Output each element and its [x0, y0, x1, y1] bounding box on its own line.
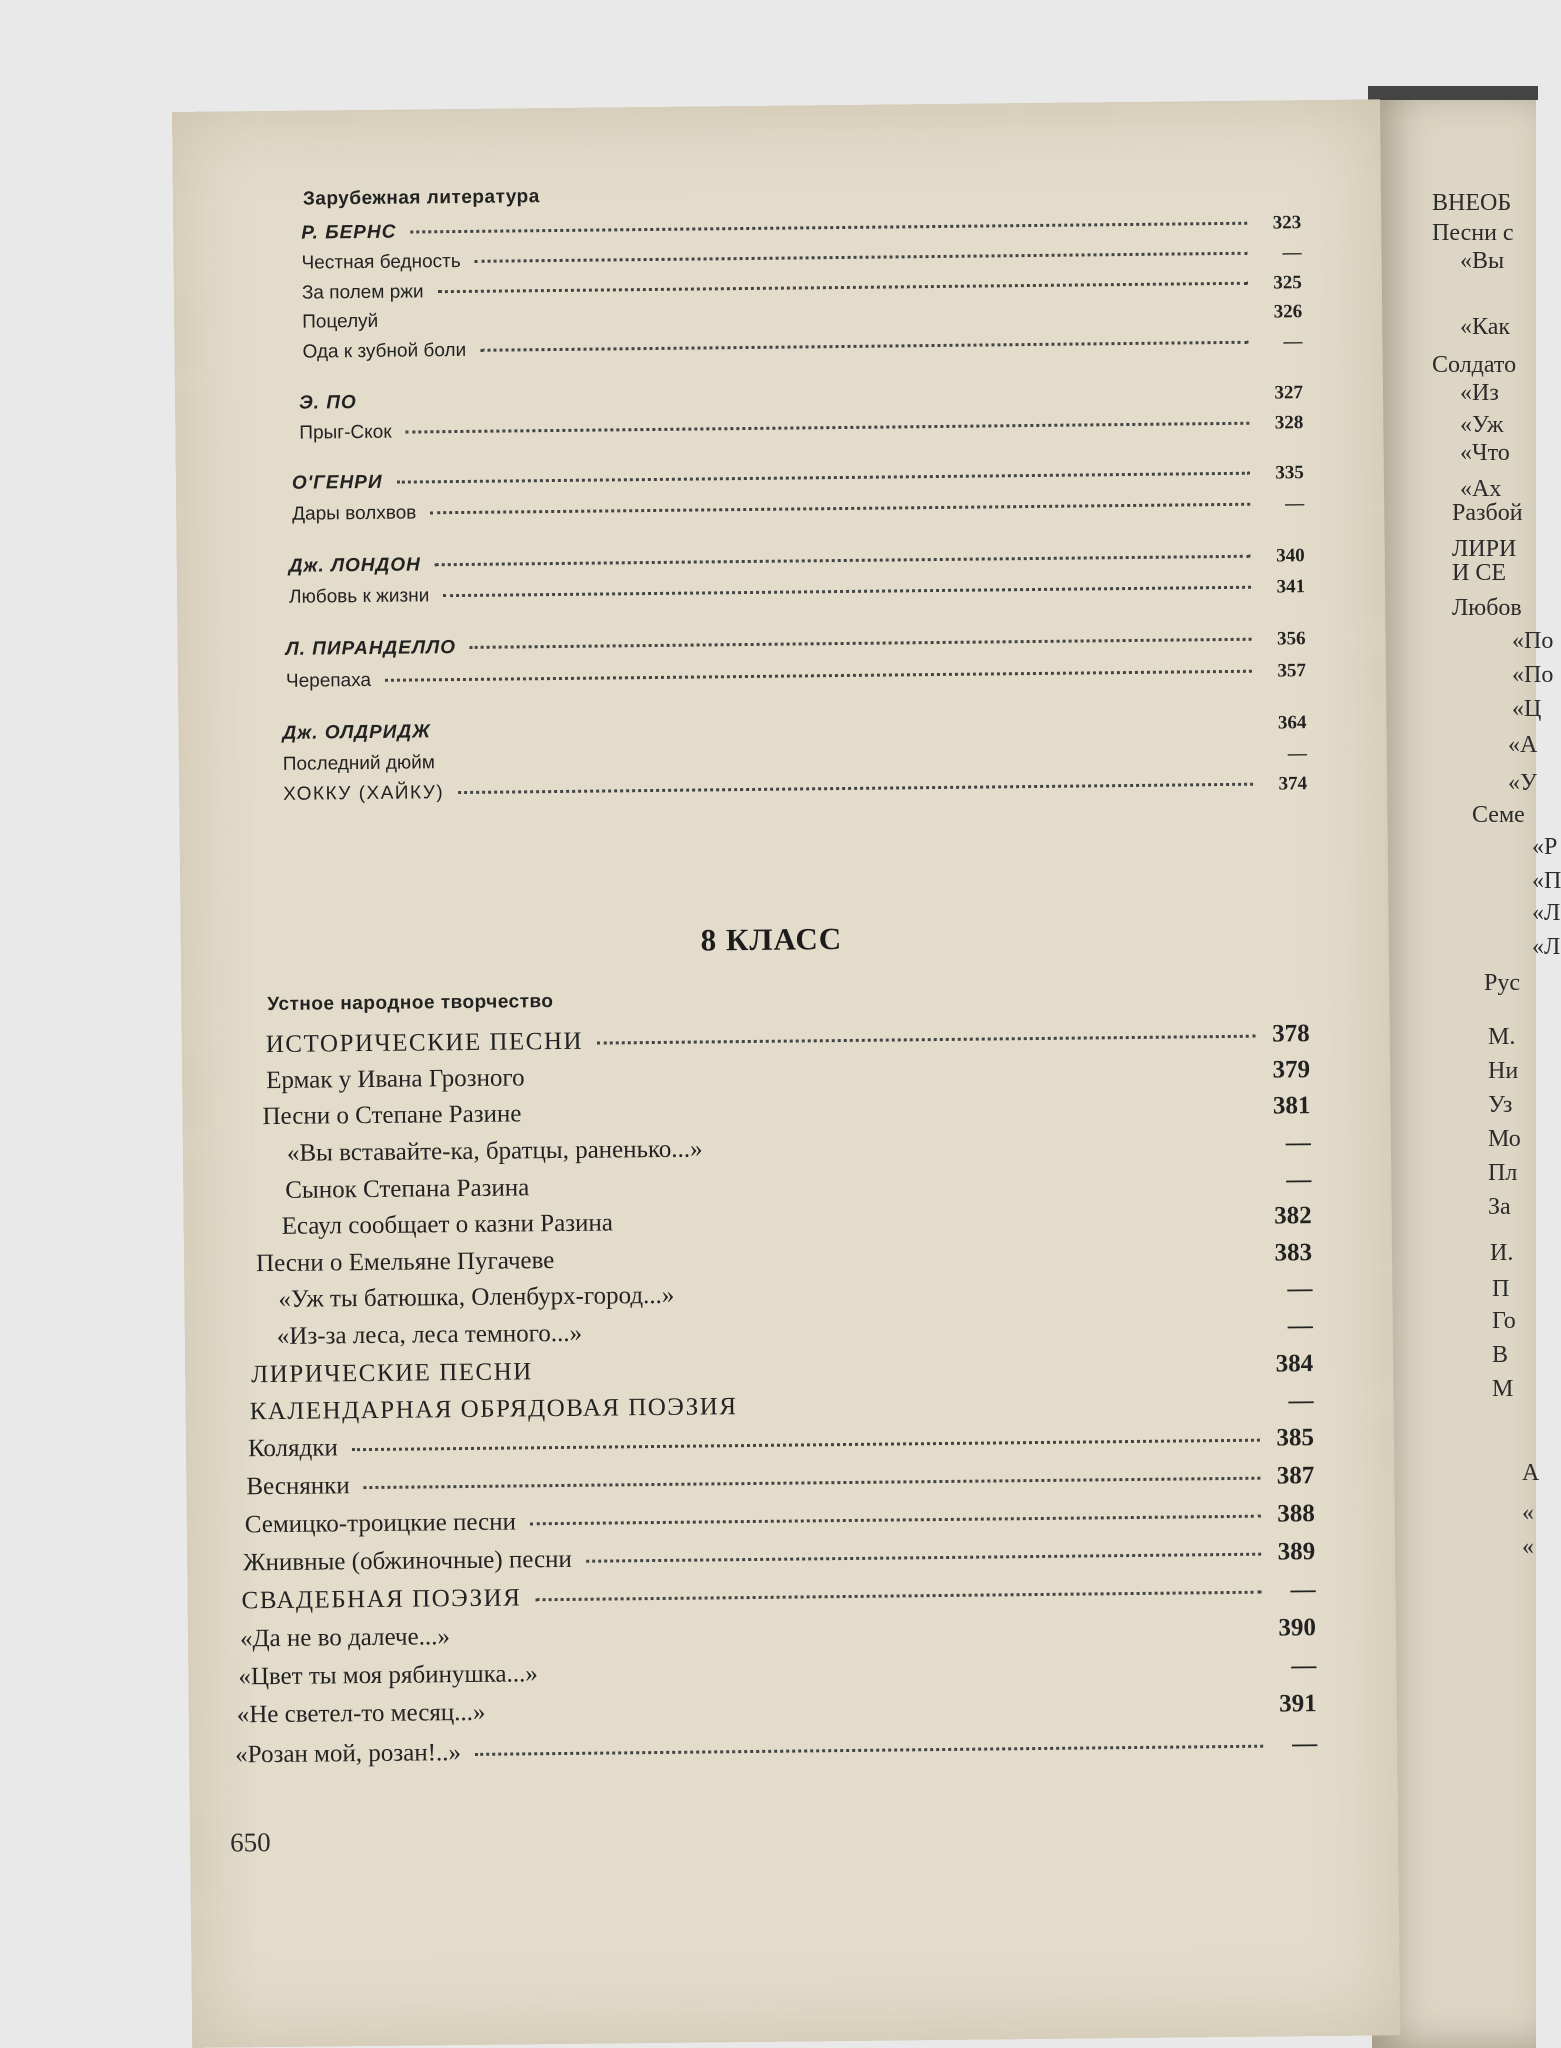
- facing-page-fragment: Го: [1492, 1308, 1516, 1334]
- toc-entry: Р. БЕРНС 323: [301, 212, 1302, 244]
- facing-page-fragment: Пл: [1488, 1160, 1518, 1186]
- toc-entry: Есаул сообщает о казни Разина 382: [281, 1202, 1312, 1240]
- facing-page-fragment: «: [1522, 1500, 1534, 1526]
- facing-page-fragment: Уз: [1488, 1092, 1513, 1118]
- facing-page-fragment: «Р: [1532, 834, 1558, 860]
- toc-entry: «Розан мой, розан!..» —: [235, 1730, 1318, 1769]
- facing-page-fragment: И.: [1490, 1240, 1514, 1266]
- toc-entry: Л. ПИРАНДЕЛЛО 356: [285, 628, 1306, 660]
- facing-page-fragment: Солдато: [1432, 352, 1517, 378]
- toc-entry: Дж. ОЛДРИДЖ 364: [282, 712, 1307, 744]
- facing-page-fragment: «Что: [1460, 440, 1510, 466]
- facing-page-fragment: ЛИРИ: [1452, 536, 1517, 562]
- section-heading-foreign: Зарубежная литература: [302, 186, 540, 210]
- toc-entry: Сынок Степана Разина —: [285, 1166, 1312, 1204]
- book-page: [172, 99, 1400, 2048]
- toc-entry: Черепаха 357: [285, 660, 1307, 692]
- facing-page-fragment: «По: [1512, 662, 1554, 688]
- toc-entry: «Цвет ты моя рябинушка...» —: [238, 1652, 1317, 1691]
- facing-page-fragment: «Вы: [1460, 248, 1505, 274]
- toc-entry: Поцелуй 326: [302, 301, 1303, 333]
- facing-page-fragment: М.: [1488, 1024, 1516, 1050]
- facing-page-fragment: «Как: [1460, 314, 1511, 340]
- toc-entry: Дары волхвов —: [292, 493, 1305, 525]
- toc-entry: Э. ПО 327: [298, 382, 1304, 414]
- facing-page-fragment: «Ц: [1512, 696, 1542, 722]
- facing-page-fragment: «П: [1532, 868, 1561, 894]
- toc-entry: «Уж ты батюшка, Оленбурх-город...» —: [278, 1275, 1313, 1313]
- facing-page-fragment: Мо: [1488, 1126, 1521, 1152]
- facing-page-fragment: «У: [1508, 770, 1537, 796]
- facing-page-fragment: Рус: [1484, 970, 1520, 996]
- toc-entry: Веснянки 387: [246, 1462, 1315, 1501]
- facing-page-fragment: «: [1522, 1534, 1534, 1560]
- toc-entry: ХОККУ (ХАЙКУ) 374: [283, 773, 1308, 805]
- facing-page-fragment: П: [1492, 1276, 1510, 1302]
- toc-entry: «Из-за леса, леса темного...» —: [276, 1312, 1313, 1350]
- page-number: 650: [229, 1827, 271, 1858]
- facing-page-fragment: «Л: [1532, 900, 1561, 926]
- facing-page-fragment: «А: [1508, 732, 1538, 758]
- toc-entry: Ермак у Ивана Грозного 379: [266, 1056, 1311, 1095]
- toc-entry: Семицко-троицкие песни 388: [244, 1500, 1315, 1539]
- facing-page-fragment: И СЕ: [1452, 560, 1506, 586]
- facing-page-fragment: А: [1522, 1460, 1540, 1486]
- toc-entry: Жнивные (обжиночные) песни 389: [243, 1538, 1316, 1577]
- toc-entry: КАЛЕНДАРНАЯ ОБРЯДОВАЯ ПОЭЗИЯ —: [249, 1387, 1314, 1426]
- toc-entry: «Не светел-то месяц...» 391: [236, 1690, 1317, 1729]
- facing-page-fragment: Любов: [1452, 595, 1522, 621]
- facing-page-fragment: Разбой: [1452, 500, 1523, 526]
- toc-entry: Ода к зубной боли —: [302, 331, 1303, 363]
- toc-entry: ЛИРИЧЕСКИЕ ПЕСНИ 384: [251, 1350, 1314, 1389]
- toc-entry: Песни о Емельяне Пугачеве 383: [255, 1239, 1313, 1278]
- toc-entry: О'ГЕНРИ 335: [291, 462, 1304, 494]
- toc-entry: СВАДЕБНАЯ ПОЭЗИЯ —: [241, 1576, 1316, 1615]
- toc-entry: ИСТОРИЧЕСКИЕ ПЕСНИ 378: [265, 1020, 1310, 1059]
- toc-entry: Последний дюйм —: [282, 743, 1307, 775]
- toc-entry: Прыг-Скок 328: [299, 412, 1304, 444]
- facing-page-fragment: «Из: [1460, 380, 1499, 406]
- book-cover-edge: [1368, 86, 1538, 100]
- toc-entry: «Вы вставайте-ка, братцы, раненько...» —: [286, 1129, 1311, 1167]
- facing-page-fragment: Семе: [1472, 802, 1525, 828]
- facing-page-fragment: «По: [1512, 628, 1554, 654]
- facing-page-fragment: «Уж: [1460, 412, 1504, 438]
- toc-entry: Любовь к жизни 341: [288, 576, 1306, 608]
- facing-page-fragment: Песни с: [1432, 220, 1514, 246]
- toc-entry: Колядки 385: [247, 1424, 1315, 1463]
- section-heading-folk: Устное народное творчество: [267, 991, 554, 1016]
- toc-entry: Честная бедность —: [301, 242, 1302, 274]
- toc-entry: «Да не во далече...» 390: [239, 1614, 1317, 1653]
- toc-entry: Дж. ЛОНДОН 340: [288, 545, 1305, 577]
- facing-page-fragment: «Ах: [1460, 476, 1502, 502]
- class-title: 8 КЛАСС: [700, 921, 843, 958]
- facing-page-fragment: За: [1488, 1194, 1511, 1220]
- facing-page-fragment: «Л: [1532, 934, 1561, 960]
- facing-page-fragment: М: [1492, 1376, 1514, 1402]
- facing-page-fragment: Ни: [1488, 1058, 1519, 1084]
- facing-page-fragment: ВНЕОБ: [1432, 190, 1512, 216]
- facing-page-fragment: В: [1492, 1342, 1509, 1368]
- toc-entry: За полем ржи 325: [301, 272, 1302, 304]
- toc-entry: Песни о Степане Разине 381: [262, 1092, 1311, 1131]
